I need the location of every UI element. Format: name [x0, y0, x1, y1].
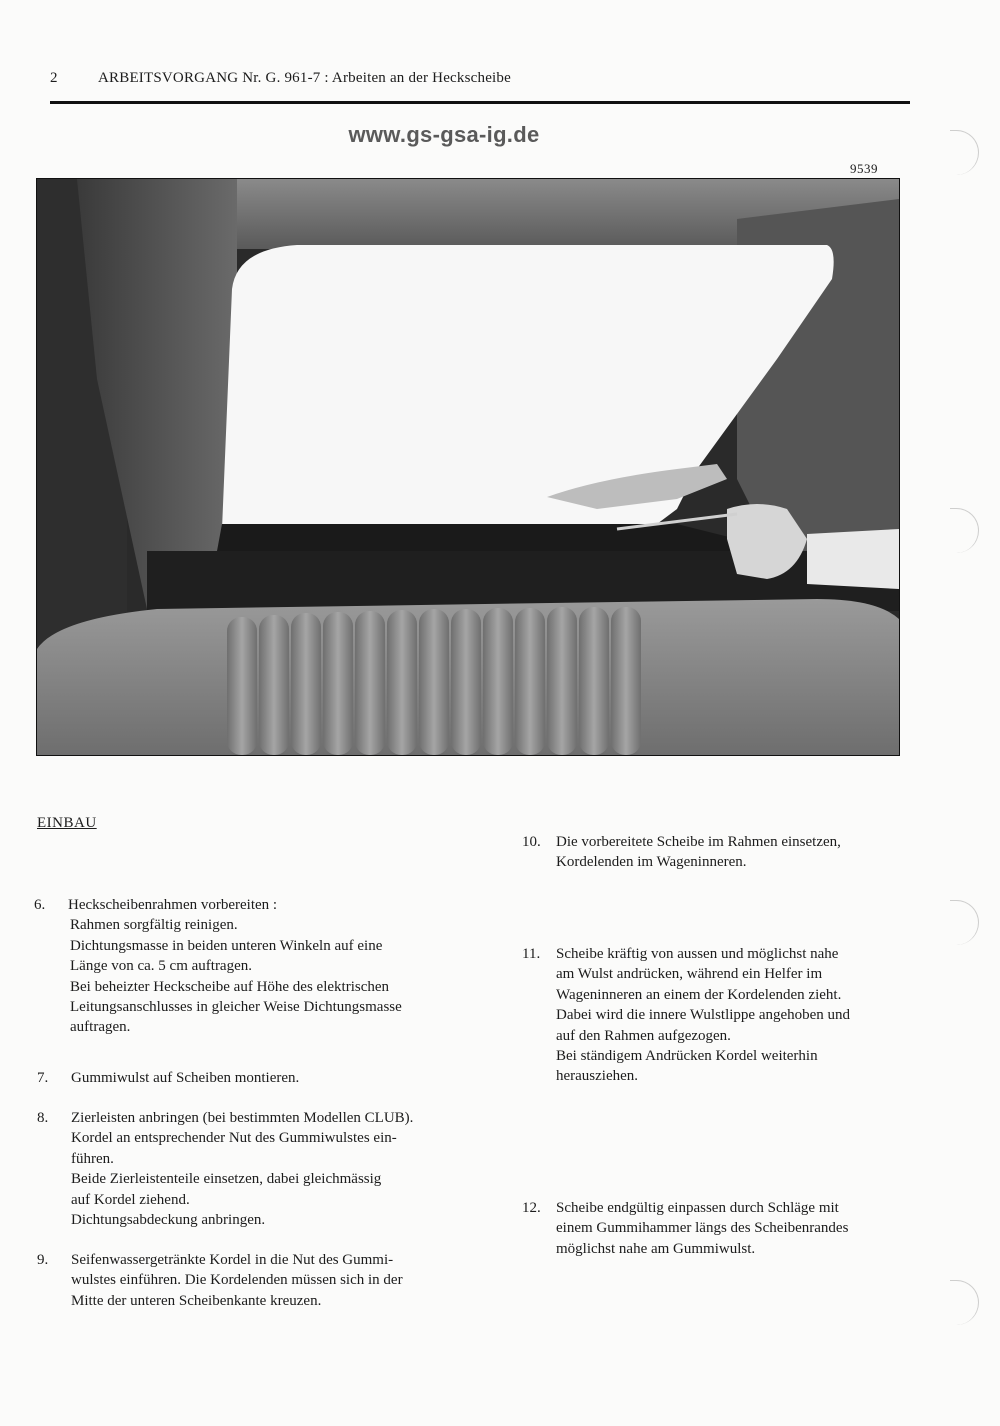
step-line: führen. — [71, 1150, 114, 1167]
step-number: 7. — [37, 1070, 49, 1086]
step-line: Dichtungsmasse in beiden unteren Winkeln auf eine — [70, 937, 383, 954]
step-line: Gummiwulst auf Scheiben montieren. — [71, 1070, 300, 1086]
step-9 — [37, 1250, 403, 1311]
step-line: auftragen. — [70, 1019, 131, 1036]
step-line: wulstes einführen. Die Kordelenden müssen sich in der — [71, 1272, 403, 1289]
step-6 — [34, 895, 402, 1038]
page-header — [50, 70, 511, 87]
step-number: 11. — [522, 946, 541, 962]
step-line: Seifenwassergetränkte Kordel in die Nut des Gummi- — [71, 1252, 394, 1268]
step-10 — [522, 832, 841, 873]
step-line: Dichtungsabdeckung anbringen. — [71, 1212, 266, 1229]
step-line: Kordel an entsprechender Nut des Gummiwulstes ein- — [71, 1130, 397, 1147]
website-watermark: www.gs-gsa-ig.de — [348, 122, 540, 147]
step-line: Rahmen sorgfältig reinigen. — [70, 917, 238, 934]
header-title: ARBEITSVORGANG Nr. G. 961-7 : Arbeiten an der Heckscheibe — [98, 70, 511, 86]
photo-rear-window-installation-icon — [37, 179, 899, 755]
step-line: Scheibe endgültig einpassen durch Schläge mit — [556, 1200, 839, 1216]
step-line: Länge von ca. 5 cm auftragen. — [70, 958, 252, 975]
punch-hole-mark — [950, 900, 979, 945]
rear-window-photo — [36, 178, 900, 756]
step-number: 8. — [37, 1110, 49, 1126]
step-line: auf den Rahmen aufgezogen. — [556, 1027, 731, 1044]
step-line: Kordelenden im Wageninneren. — [556, 854, 747, 871]
step-line: auf Kordel ziehend. — [71, 1191, 190, 1208]
step-8 — [37, 1108, 413, 1230]
step-line: Bei beheizter Heckscheibe auf Höhe des elektrischen — [70, 978, 390, 995]
step-7 — [37, 1068, 299, 1088]
step-line: Scheibe kräftig von aussen und möglichst nahe — [556, 946, 839, 962]
step-11 — [522, 944, 850, 1087]
step-number: 12. — [522, 1200, 541, 1216]
step-line: Wageninneren an einem der Kordelenden zieht. — [556, 986, 842, 1003]
step-line: Zierleisten anbringen (bei bestimmten Modellen CLUB). — [71, 1110, 414, 1126]
photo-number: 9539 — [850, 161, 878, 176]
step-line: Bei ständigem Andrücken Kordel weiterhin — [556, 1048, 818, 1065]
step-line: Mitte der unteren Scheibenkante kreuzen. — [71, 1292, 322, 1309]
punch-hole-mark — [950, 130, 979, 175]
step-line: Leitungsanschlusses in gleicher Weise Dichtungsmasse — [70, 999, 402, 1016]
step-line: Die vorbereitete Scheibe im Rahmen einsetzen, — [556, 834, 841, 850]
punch-hole-mark — [950, 508, 979, 553]
step-line: Heckscheibenrahmen vorbereiten : — [68, 897, 278, 913]
step-number: 9. — [37, 1252, 49, 1268]
step-line: möglichst nahe am Gummiwulst. — [556, 1240, 756, 1257]
step-line: herausziehen. — [556, 1068, 639, 1085]
step-line: Dabei wird die innere Wulstlippe angehoben und — [556, 1007, 851, 1024]
punch-hole-mark — [950, 1280, 979, 1325]
step-number: 6. — [34, 897, 46, 913]
page-number: 2 — [50, 70, 58, 86]
step-line: am Wulst andrücken, während ein Helfer im — [556, 966, 823, 983]
step-line: einem Gummihammer längs des Scheibenrandes — [556, 1220, 849, 1237]
section-title: EINBAU — [37, 815, 97, 831]
header-rule — [50, 101, 910, 104]
step-number: 10. — [522, 834, 541, 850]
step-line: Beide Zierleistenteile einsetzen, dabei gleichmässig — [71, 1171, 382, 1188]
step-12 — [522, 1198, 848, 1259]
